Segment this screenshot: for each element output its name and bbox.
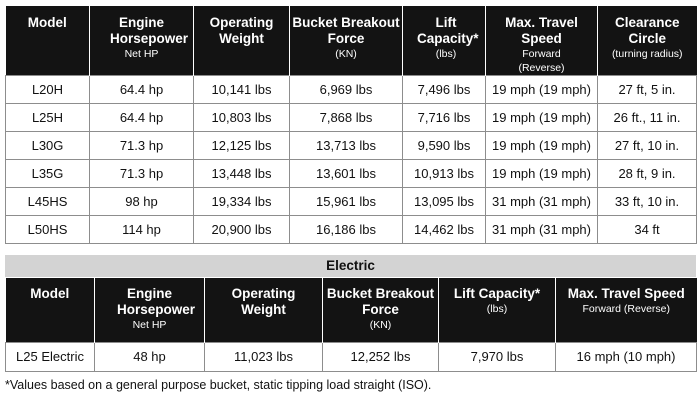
- cell-horsepower: 48 hp: [95, 342, 205, 371]
- cell-travel-speed: 19 mph (19 mph): [486, 132, 598, 160]
- table-row: [6, 188, 697, 216]
- cell-breakout-force: 13,713 lbs: [290, 132, 403, 160]
- specs-table: [5, 6, 697, 244]
- cell-operating-weight: 12,125 lbs: [194, 132, 290, 160]
- cell-model: L50HS: [6, 216, 90, 244]
- header-operating-weight: Operating Weight: [194, 6, 290, 76]
- cell-lift-capacity: 9,590 lbs: [403, 132, 486, 160]
- cell-horsepower: 64.4 hp: [90, 76, 194, 104]
- cell-travel-speed: 31 mph (31 mph): [486, 216, 598, 244]
- header-bucket-breakout-force: Bucket Breakout Force (KN): [323, 278, 439, 342]
- cell-travel-speed: 19 mph (19 mph): [486, 76, 598, 104]
- cell-operating-weight: 13,448 lbs: [194, 160, 290, 188]
- cell-breakout-force: 6,969 lbs: [290, 76, 403, 104]
- electric-specs-table: [5, 278, 697, 372]
- header-bucket-breakout-force: Bucket Breakout Force (KN): [290, 6, 403, 76]
- header-lift-capacity: Lift Capacity* (lbs): [439, 278, 556, 342]
- cell-model: L30G: [6, 132, 90, 160]
- header-model: Model: [6, 278, 95, 342]
- cell-operating-weight: 20,900 lbs: [194, 216, 290, 244]
- cell-breakout-force: 13,601 lbs: [290, 160, 403, 188]
- cell-operating-weight: 19,334 lbs: [194, 188, 290, 216]
- cell-travel-speed: 31 mph (31 mph): [486, 188, 598, 216]
- cell-lift-capacity: 7,716 lbs: [403, 104, 486, 132]
- cell-clearance-circle: 27 ft, 5 in.: [598, 76, 697, 104]
- cell-horsepower: 71.3 hp: [90, 132, 194, 160]
- table-header-row: [6, 6, 697, 76]
- cell-operating-weight: 11,023 lbs: [205, 342, 323, 371]
- header-max-travel-speed: Max. Travel Speed Forward (Reverse): [486, 6, 598, 76]
- cell-model: L35G: [6, 160, 90, 188]
- cell-horsepower: 71.3 hp: [90, 160, 194, 188]
- cell-breakout-force: 15,961 lbs: [290, 188, 403, 216]
- cell-clearance-circle: 33 ft, 10 in.: [598, 188, 697, 216]
- table-row: [6, 216, 697, 244]
- cell-breakout-force: 12,252 lbs: [323, 342, 439, 371]
- header-max-travel-speed: Max. Travel Speed Forward (Reverse): [556, 278, 697, 342]
- cell-model: L20H: [6, 76, 90, 104]
- cell-clearance-circle: 34 ft: [598, 216, 697, 244]
- cell-clearance-circle: 28 ft, 9 in.: [598, 160, 697, 188]
- cell-clearance-circle: 27 ft, 10 in.: [598, 132, 697, 160]
- cell-lift-capacity: 10,913 lbs: [403, 160, 486, 188]
- cell-model: L45HS: [6, 188, 90, 216]
- header-engine-horsepower: Engine Horsepower Net HP: [90, 6, 194, 76]
- cell-horsepower: 64.4 hp: [90, 104, 194, 132]
- header-model: Model: [6, 6, 90, 76]
- cell-lift-capacity: 7,496 lbs: [403, 76, 486, 104]
- table-row: [6, 104, 697, 132]
- cell-operating-weight: 10,803 lbs: [194, 104, 290, 132]
- cell-operating-weight: 10,141 lbs: [194, 76, 290, 104]
- cell-horsepower: 98 hp: [90, 188, 194, 216]
- cell-breakout-force: 16,186 lbs: [290, 216, 403, 244]
- cell-travel-speed: 16 mph (10 mph): [556, 342, 697, 371]
- header-operating-weight: Operating Weight: [205, 278, 323, 342]
- cell-travel-speed: 19 mph (19 mph): [486, 160, 598, 188]
- cell-lift-capacity: 7,970 lbs: [439, 342, 556, 371]
- table-row: [6, 342, 697, 371]
- header-clearance-circle: Clearance Circle (turning radius): [598, 6, 697, 76]
- cell-lift-capacity: 13,095 lbs: [403, 188, 486, 216]
- header-lift-capacity: Lift Capacity* (lbs): [403, 6, 486, 76]
- cell-clearance-circle: 26 ft., 11 in.: [598, 104, 697, 132]
- footnote: *Values based on a general purpose bucket, static tipping load straight (ISO).: [5, 378, 432, 392]
- cell-lift-capacity: 14,462 lbs: [403, 216, 486, 244]
- table-row: [6, 132, 697, 160]
- cell-horsepower: 114 hp: [90, 216, 194, 244]
- table-row: [6, 160, 697, 188]
- table-header-row: [6, 278, 697, 342]
- cell-model: L25 Electric: [6, 342, 95, 371]
- cell-model: L25H: [6, 104, 90, 132]
- cell-breakout-force: 7,868 lbs: [290, 104, 403, 132]
- cell-travel-speed: 19 mph (19 mph): [486, 104, 598, 132]
- table-row: [6, 76, 697, 104]
- header-engine-horsepower: Engine Horsepower Net HP: [95, 278, 205, 342]
- electric-section-title: Electric: [5, 255, 696, 277]
